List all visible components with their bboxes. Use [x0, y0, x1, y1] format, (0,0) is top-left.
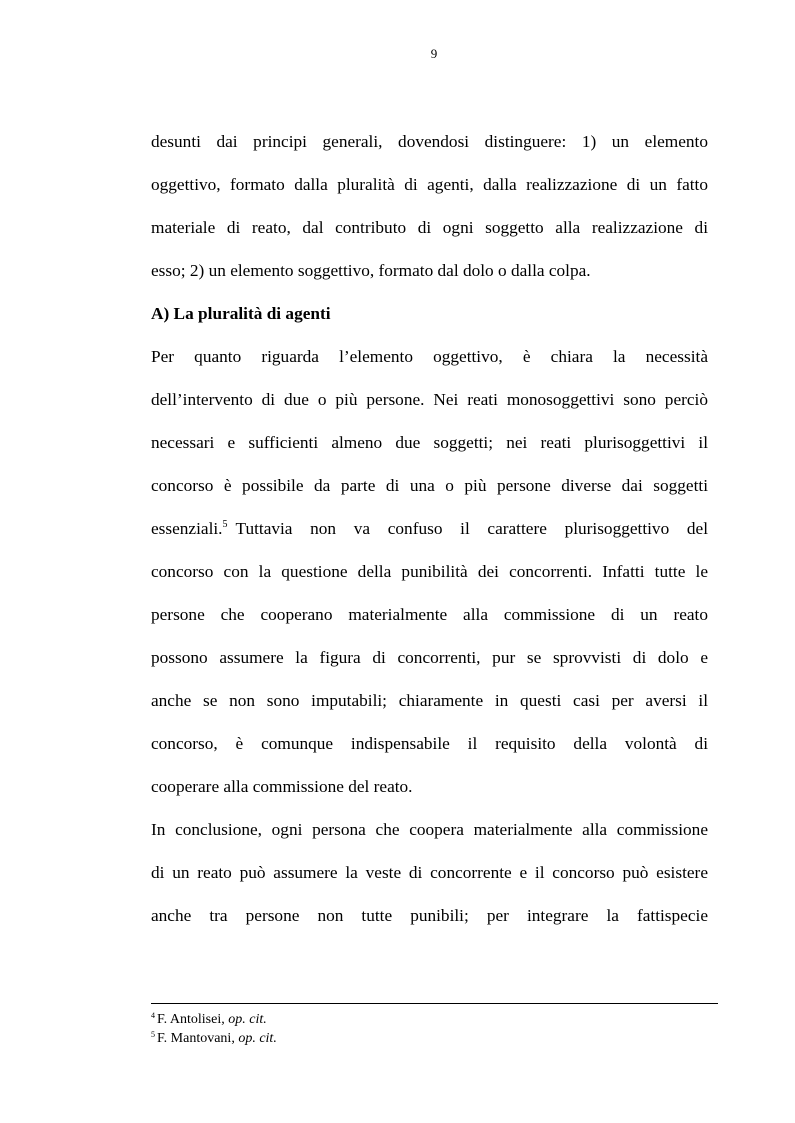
footnote-ref-text: op. cit.: [228, 1012, 267, 1027]
text-line: concorso, è comunque indispensabile il requisito della volontà di: [151, 734, 708, 753]
text-line: esso; 2) un elemento soggettivo, formato dal dolo o dalla colpa.: [151, 261, 591, 280]
footnotes: [151, 1010, 277, 1048]
text-line: possono assumere la figura di concorrenti, pur se sprovvisti di dolo e: [151, 648, 708, 667]
text-segment: [151, 517, 228, 541]
text-line: persone che cooperano materialmente alla commissione di un reato: [151, 605, 708, 624]
footnote-marker: 4: [151, 1011, 155, 1020]
page-number: 9: [430, 46, 438, 61]
text-line: concorso è possibile da parte di una o più persone diverse dai soggetti: [151, 476, 708, 495]
text-line: anche tra persone non tutte punibili; per integrare la fattispecie: [151, 906, 708, 925]
text-line: dell’intervento di due o più persone. Nei reati monosoggettivi sono perciò: [151, 390, 708, 409]
footnote-ref-text: op. cit.: [238, 1031, 277, 1046]
text-fragment: essenziali.: [151, 519, 223, 538]
footnote-marker: 5: [151, 1030, 155, 1039]
text-fragment: Tuttavia non va confuso il carattere plurisoggettivo del: [235, 519, 708, 538]
footnote-ref: 5: [222, 519, 228, 530]
footnote-divider: [151, 1003, 718, 1004]
footnote-item: [151, 1029, 277, 1048]
text-line: cooperare alla commissione del reato.: [151, 777, 413, 796]
text-line: di un reato può assumere la veste di concorrente e il concorso può esistere: [151, 863, 708, 882]
footnote-author: F. Antolisei,: [157, 1012, 229, 1027]
text-line: In conclusione, ogni persona che coopera materialmente alla commissione: [151, 820, 708, 839]
footnote-item: [151, 1010, 277, 1029]
text-line: oggettivo, formato dalla pluralità di agenti, dalla realizzazione di un fatto: [151, 175, 708, 194]
section-heading: A) La pluralità di agenti: [151, 304, 331, 323]
text-line: necessari e sufficienti almeno due soggetti; nei reati plurisoggettivi il: [151, 433, 708, 452]
text-line: anche se non sono imputabili; chiaramente in questi casi per aversi il: [151, 691, 708, 710]
text-line: materiale di reato, dal contributo di ogni soggetto alla realizzazione di: [151, 218, 708, 237]
text-line: desunti dai principi generali, dovendosi distinguere: 1) un elemento: [151, 132, 708, 151]
text-line: Per quanto riguarda l’elemento oggettivo, è chiara la necessità: [151, 347, 708, 366]
text-line: concorso con la questione della punibilità dei concorrenti. Infatti tutte le: [151, 562, 708, 581]
text-line-with-footnote: [151, 517, 708, 541]
footnote-author: F. Mantovani,: [157, 1031, 239, 1046]
